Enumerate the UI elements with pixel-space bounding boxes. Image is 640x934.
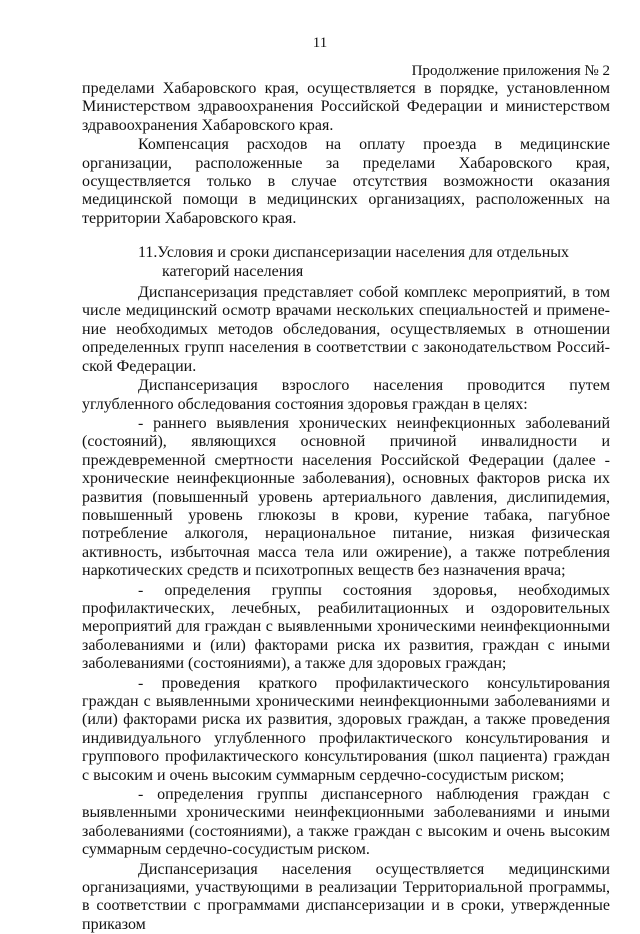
bullet-item: - раннего выявления хронических неинфекционных заболеваний (состояний), являющихся основной причиной инвалидности и преждевременной смертности населения Российской Федерации (далее - хронические неинфекционные заболевания), основных факторов риска их развития (повышенный уровень артериального давления, дислипидемия, повышенный уровень глюкозы в крови, курение табака, пагубное потребление алкоголя, нерациональное питание, низкая физическая активность, избыточная масса тела или ожирение), а также потребления наркотических средств и психотропных веществ без назначения врача; <box>82 414 610 580</box>
document-body <box>82 80 610 934</box>
bullet-item: - определения группы диспансерного наблюдения граждан с выявленными хроническими неинфекционными заболеваниями и иными заболеваниями (состояниями), а также граждан с высоким и очень высоким суммарным сердечно-сосудистым риском. <box>82 786 610 859</box>
paragraph-definition: Диспансеризация представляет собой комплекс мероприятий, в том числе медицинский осмотр врачами нескольких специальностей и применение необходимых методов обследования, осуществляемых в отношении определенных групп населения в соответствии с законодательством Российской Федерации. <box>82 284 610 375</box>
bullet-item: - определения группы состояния здоровья, необходимых профилактических, лечебных, реабилитационных и оздоровительных мероприятий для граждан с выявленными хроническими неинфекционными заболеваниями и (или) факторами риска их развития, граждан с иными заболеваниями (состояниями), а также для здоровых граждан; <box>82 581 610 673</box>
appendix-continuation-note: Продолжение приложения № 2 <box>411 63 610 79</box>
page-number: 11 <box>312 35 328 51</box>
paragraph-closing: Диспансеризация населения осуществляется медицинскими организациями, участвующими в реализации Территориальной программы, в соответствии с программами диспансеризации и в сроки, утвержденные приказом <box>82 860 610 933</box>
paragraph-adult-screening: Диспансеризация взрослого населения проводится путем углубленного обследования состояния здоровья граждан в целях: <box>82 377 610 413</box>
paragraph-continuation: пределами Хабаровского края, осуществляется в порядке, установленном Министерством здравоохранения Российской Федерации и министерством здравоохранения Хабаровского края. <box>82 80 610 134</box>
bullet-item: - проведения краткого профилактического консультирования граждан с выявленными хроническими неинфекционными заболеваниями и (или) факторами риска их развития, здоровых граждан, а также проведения индивидуального углубленного профилактического консультирования и группового профилактического консультирования (школ пациента) граждан с высоким и очень высоким суммарным сердечно-сосудистым риском; <box>82 674 610 784</box>
paragraph-travel-compensation: Компенсация расходов на оплату проезда в медицинские организации, расположенные за пределами Хабаровского края, осуществляется только в случае отсутствия возможности оказания медицинской помощи в медицинских организациях, расположенных на территории Хабаровского края. <box>82 136 610 227</box>
section-heading: 11.Условия и сроки диспансеризации населения для отдельных категорий населения <box>138 244 569 280</box>
